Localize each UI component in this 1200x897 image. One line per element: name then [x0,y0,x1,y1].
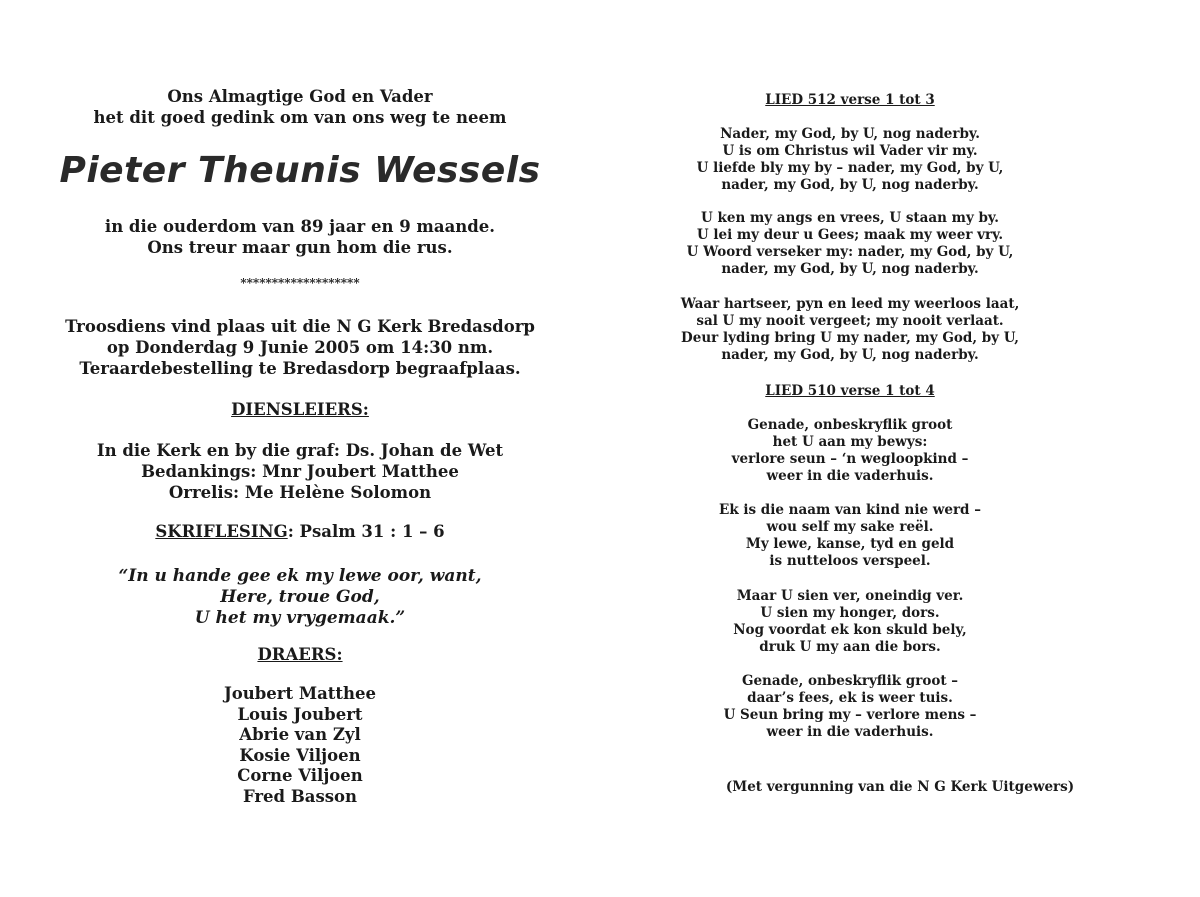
list-item: Fred Basson [242,786,358,806]
hymn-512-verse-2: U ken my angs en vrees, U staan my by. U lei my deur u Gees; maak my weer vry. U Woord verseker my: nader, my God, by U, nader, my God, by U, nog naderby. [686,210,1014,277]
list-item: Abrie van Zyl [239,725,361,745]
leaders-heading: DIENSLEIERS: [231,400,369,419]
hymn-510-heading: LIED 510 verse 1 tot 4 [765,383,935,399]
publisher-credit: (Met vergunning van die N G Kerk Uitgewers) [725,779,1075,795]
deceased-name: Pieter Theunis Wessels [59,150,541,191]
leaders-list: In die Kerk en by die graf: Ds. Johan de Wet Bedankings: Mnr Joubert Matthee Orrelis: Me Helène Solomon [96,441,504,502]
hymn-512-verse-3: Waar hartseer, pyn en leed my weerloos laat, sal U my nooit vergeet; my nooit verlaat. Deur lyding bring U my nader, my God, by U, nader, my God, by U, nog naderby. [680,296,1020,363]
hymn-510-verse-2: Ek is die naam van kind nie werd – wou self my sake reël. My lewe, kanse, tyd en geld is nutteloos verspeel. [719,502,981,569]
list-item: Corne Viljoen [237,766,363,786]
bearers-list [0,684,600,808]
list-item: Louis Joubert [237,704,363,724]
hymn-512-heading: LIED 512 verse 1 tot 3 [765,92,935,108]
hymn-512-verse-1: Nader, my God, by U, nog naderby. U is om Christus wil Vader vir my. U liefde bly my by – nader, my God, by U, nader, my God, by U, nog naderby. [696,126,1004,193]
bearers-heading: DRAERS: [257,645,343,664]
scripture-value: : Psalm 31 : 1 – 6 [287,522,445,541]
star-divider: ******************* [240,276,360,290]
scripture-quote: “In u hande gee ek my lewe oor, want, Here, troue God, U het my vrygemaak.” [118,566,482,628]
list-item: Joubert Matthee [223,684,377,703]
hymn-510-verse-1: Genade, onbeskryflik groot het U aan my bewys: verlore seun – ‘n wegloopkind – weer in die vaderhuis. [731,417,969,484]
scripture-label: SKRIFLESING [155,522,288,541]
hymn-510-verse-4: Genade, onbeskryflik groot – daar’s fees, ek is weer tuis. U Seun bring my – verlore mens – weer in die vaderhuis. [723,673,977,740]
age-text: in die ouderdom van 89 jaar en 9 maande. Ons treur maar gun hom die rus. [104,217,496,257]
list-item: Kosie Viljoen [239,745,361,765]
hymn-510-verse-3: Maar U sien ver, oneindig ver. U sien my honger, dors. Nog voordat ek kon skuld bely, druk U my aan die bors. [733,588,967,655]
right-page [600,0,1200,897]
scripture-reading [0,522,600,541]
intro-text: Ons Almagtige God en Vader het dit goed gedink om van ons weg te neem [93,87,507,127]
service-details: Troosdiens vind plaas uit die N G Kerk Bredasdorp op Donderdag 9 Junie 2005 om 14:30 nm. Teraardebestelling te Bredasdorp begraafplaas. [65,317,535,378]
